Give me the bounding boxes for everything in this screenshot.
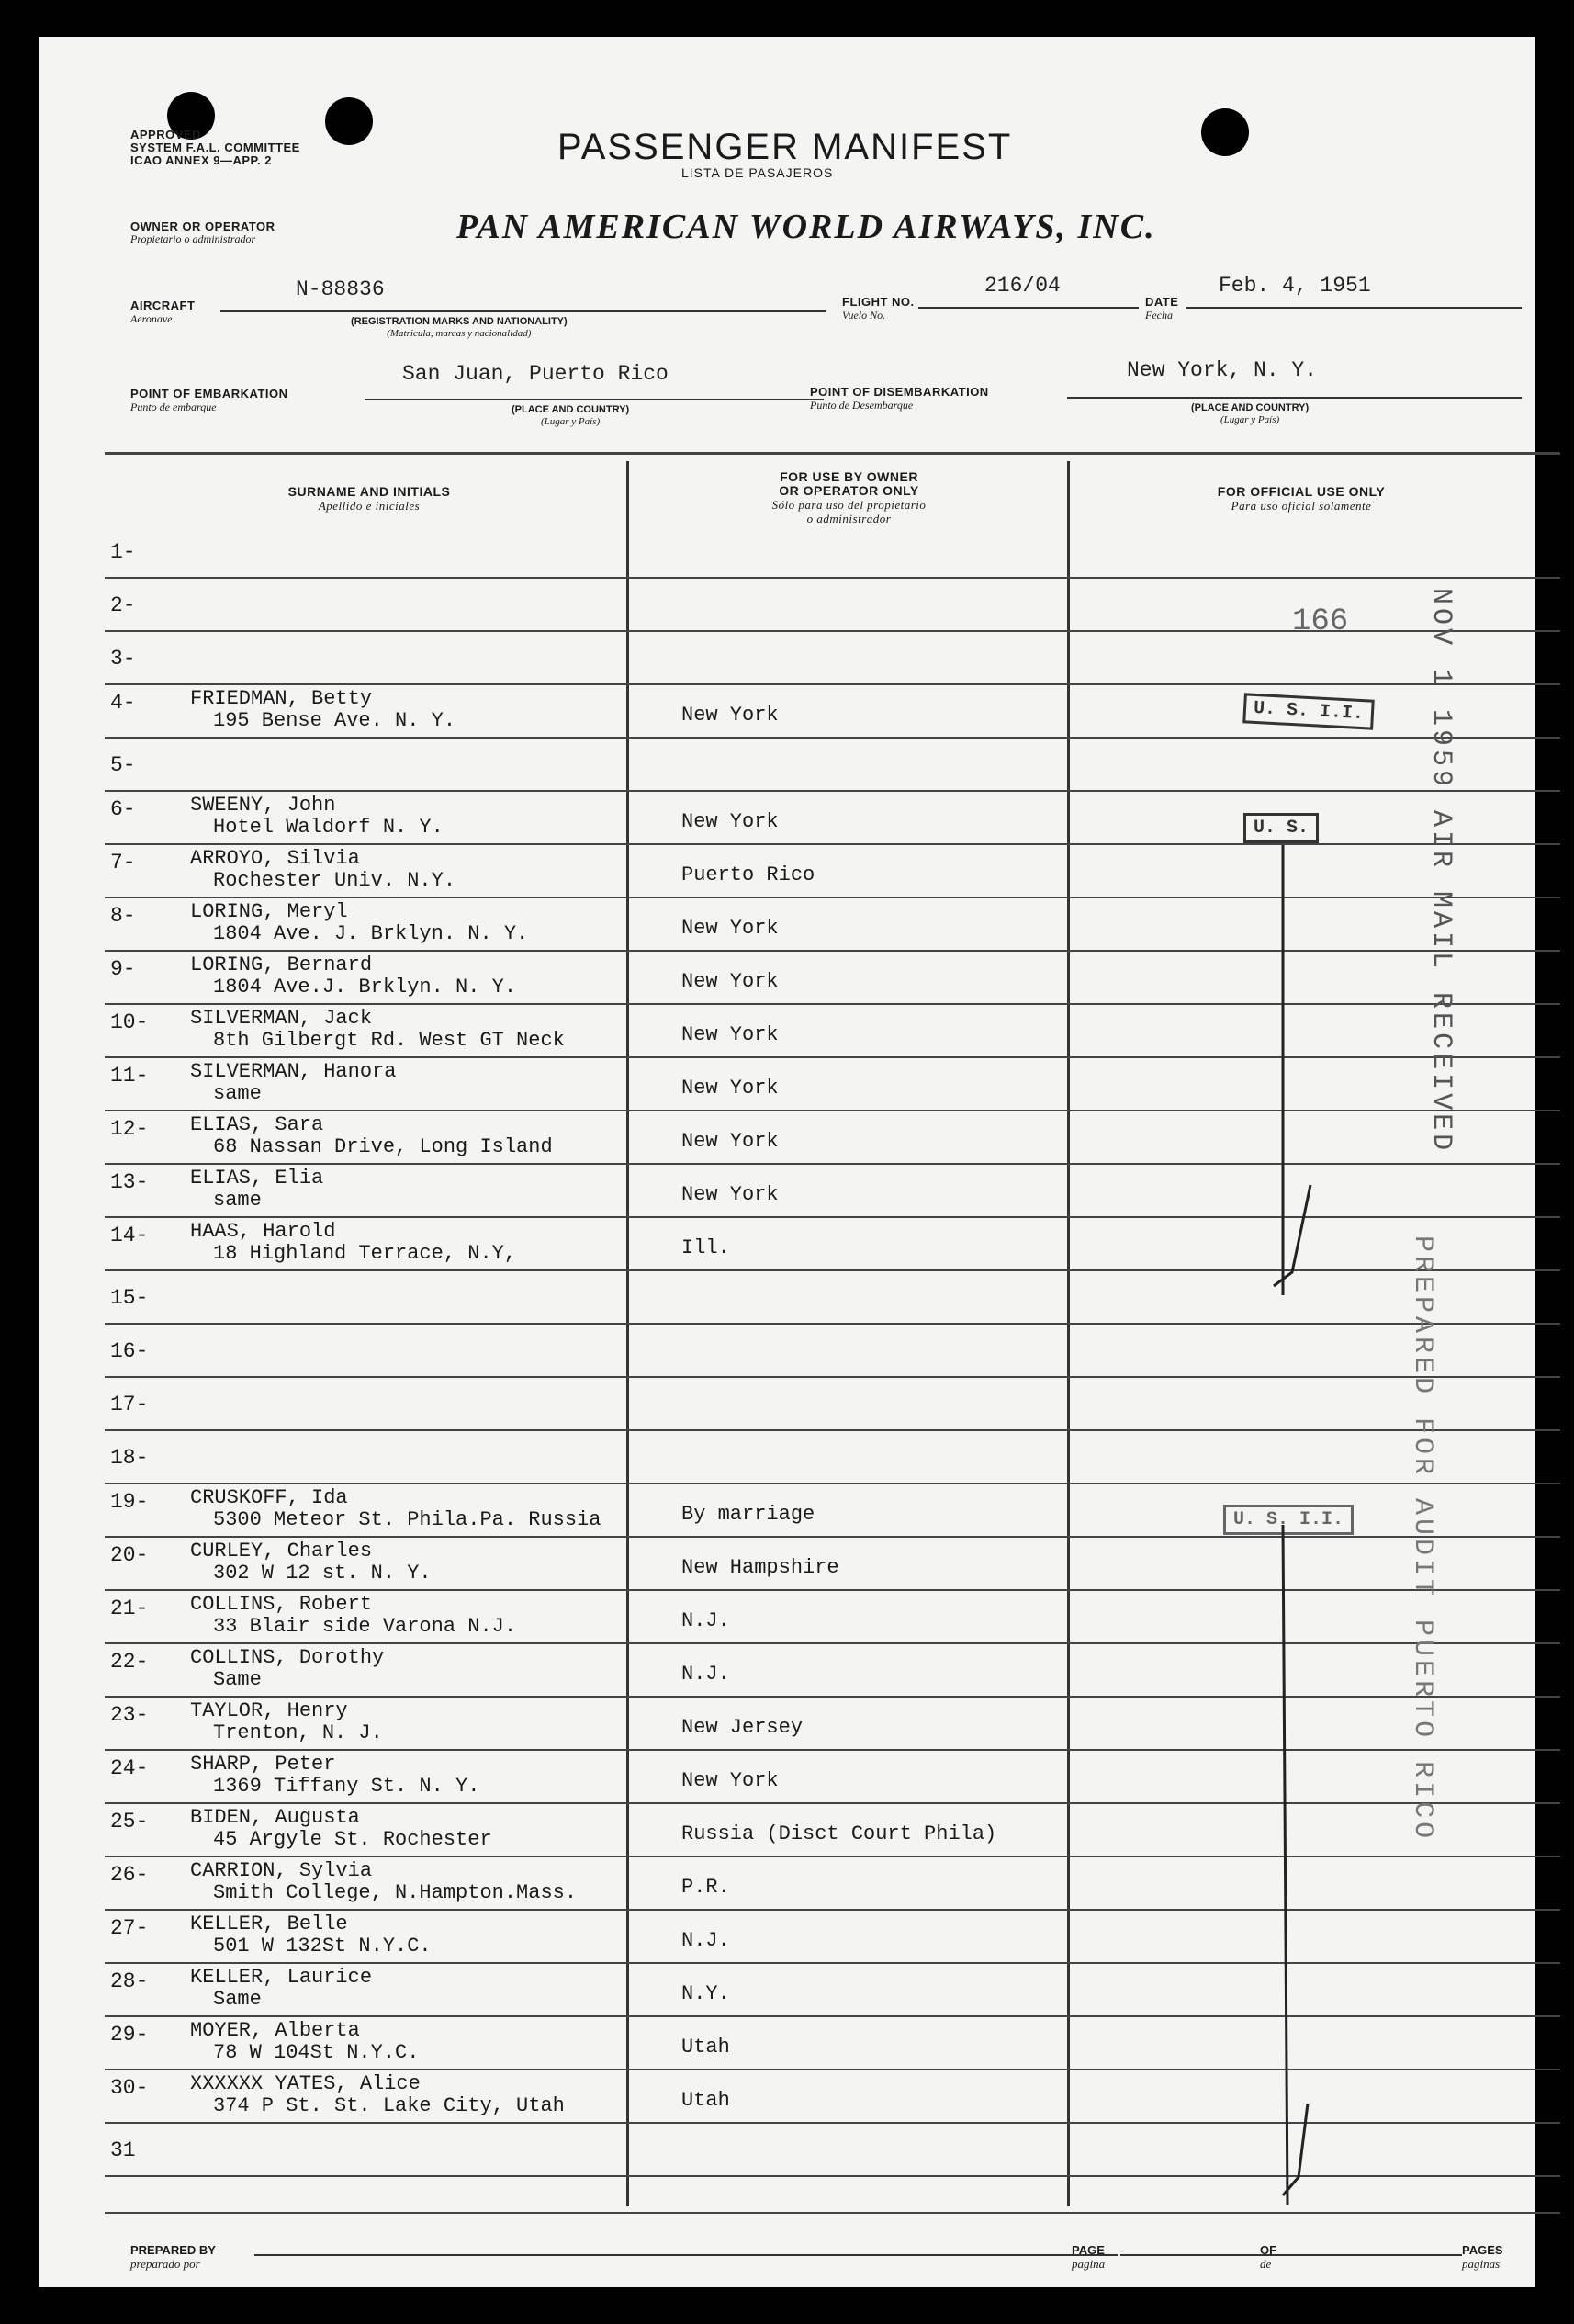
passenger-name: KELLER, Belle	[190, 1912, 348, 1935]
table-bottom-border	[105, 2212, 1560, 2214]
us-stamp-1: U. S. I.I.	[1242, 693, 1375, 729]
page-subtitle: LISTA DE PASAJEROS	[681, 165, 834, 180]
row-number: 20-	[110, 1543, 149, 1567]
owner-use-entry: N.J.	[681, 1609, 730, 1632]
page-label: PAGE pagina	[1072, 2243, 1106, 2271]
owner-use-entry: New York	[681, 1769, 779, 1792]
table-row	[39, 2122, 1535, 2175]
row-number: 21-	[110, 1596, 149, 1620]
embark-value: San Juan, Puerto Rico	[402, 362, 669, 386]
owner-use-entry: New York	[681, 1183, 779, 1206]
row-number: 17-	[110, 1393, 149, 1416]
owner-use-entry: New York	[681, 1023, 779, 1046]
table-row	[39, 1110, 1535, 1163]
flight-label: FLIGHT NO.	[842, 295, 915, 309]
passenger-address: Rochester Univ. N.Y.	[213, 869, 456, 892]
passenger-name: SILVERMAN, Hanora	[190, 1060, 397, 1083]
flight-underline	[918, 307, 1139, 309]
owner-use-entry: New York	[681, 1130, 779, 1153]
passenger-address: 1804 Ave. J. Brklyn. N. Y.	[213, 922, 529, 945]
passenger-address: Same	[213, 1668, 262, 1691]
table-row	[39, 1642, 1535, 1696]
row-number: 2-	[110, 593, 136, 617]
owner-use-entry: N.J.	[681, 1929, 730, 1952]
disembark-label: POINT OF DISEMBARKATION	[810, 385, 989, 399]
row-number: 19-	[110, 1490, 149, 1514]
table-row	[39, 950, 1535, 1003]
passenger-name: TAYLOR, Henry	[190, 1699, 348, 1722]
annex-label: ICAO ANNEX 9—APP. 2	[130, 153, 272, 167]
disembark-caption: (PLACE AND COUNTRY) (Lugar y País)	[1191, 402, 1310, 425]
passenger-address: 33 Blair side Varona N.J.	[213, 1615, 517, 1638]
aircraft-underline	[220, 310, 826, 312]
row-number: 11-	[110, 1064, 149, 1088]
disembark-label-es: Punto de Desembarque	[810, 399, 914, 412]
embark-label-es: Punto de embarque	[130, 400, 217, 413]
passenger-address: 68 Nassan Drive, Long Island	[213, 1135, 553, 1158]
column-header-surname: SURNAME AND INITIALS Apellido e iniciales	[287, 484, 451, 513]
owner-use-entry: New York	[681, 704, 779, 727]
row-number: 26-	[110, 1863, 149, 1887]
table-row	[39, 1216, 1535, 1269]
row-number: 1-	[110, 540, 136, 564]
passenger-address: 302 W 12 st. N. Y.	[213, 1562, 432, 1585]
passenger-name: ARROYO, Silvia	[190, 847, 360, 870]
committee-label: SYSTEM F.A.L. COMMITTEE	[130, 141, 300, 154]
table-row	[39, 2069, 1535, 2122]
owner-use-entry: New Jersey	[681, 1716, 804, 1739]
owner-label: OWNER OR OPERATOR	[130, 220, 275, 233]
flight-label-es: Vuelo No.	[842, 309, 886, 322]
passenger-address: Same	[213, 1988, 262, 2011]
row-number: 23-	[110, 1703, 149, 1727]
owner-use-entry: Russia (Disct Court Phila)	[681, 1822, 997, 1845]
passenger-address: 501 W 132St N.Y.C.	[213, 1935, 432, 1957]
disembark-underline	[1067, 397, 1522, 399]
table-row	[39, 1163, 1535, 1216]
owner-use-entry: Utah	[681, 2089, 730, 2112]
table-row	[39, 737, 1535, 790]
passenger-address: same	[213, 1082, 262, 1105]
page-title: PASSENGER MANIFEST	[557, 127, 1013, 167]
passenger-address: 8th Gilbergt Rd. West GT Neck	[213, 1029, 565, 1052]
punch-hole-mid	[325, 97, 373, 145]
date-value: Feb. 4, 1951	[1219, 274, 1371, 298]
owner-use-entry: New York	[681, 970, 779, 993]
passenger-address: Smith College, N.Hampton.Mass.	[213, 1881, 578, 1904]
row-number: 30-	[110, 2076, 149, 2100]
passenger-address: 5300 Meteor St. Phila.Pa. Russia	[213, 1508, 601, 1531]
row-number: 31	[110, 2138, 136, 2162]
row-number: 27-	[110, 1916, 149, 1940]
owner-use-entry: Puerto Rico	[681, 863, 815, 886]
passenger-name: KELLER, Laurice	[190, 1966, 373, 1989]
vertical-stamp-bottom: PREPARED FOR AUDIT PUERTO RICO	[1407, 1235, 1438, 1843]
row-number: 8-	[110, 904, 136, 928]
column-header-owner: FOR USE BY OWNER OR OPERATOR ONLY Sólo para uso del propietario o administrador	[771, 469, 927, 525]
owner-use-entry: New Hampshire	[681, 1556, 839, 1579]
table-row	[39, 524, 1535, 577]
date-label-es: Fecha	[1145, 309, 1173, 322]
row-number: 16-	[110, 1339, 149, 1363]
row-number: 4-	[110, 691, 136, 715]
disembark-value: New York, N. Y.	[1127, 358, 1318, 382]
manifest-page	[39, 37, 1535, 2287]
passenger-name: LORING, Bernard	[190, 953, 373, 976]
prepared-by-underline	[254, 2254, 1118, 2256]
owner-use-entry: N.J.	[681, 1663, 730, 1686]
passenger-address: same	[213, 1189, 262, 1212]
table-row	[39, 1856, 1535, 1909]
vertical-stamp-top: NOV 1 1959 AIR MAIL RECEIVED	[1425, 588, 1456, 1155]
row-number: 9-	[110, 957, 136, 981]
passenger-address: 374 P St. St. Lake City, Utah	[213, 2094, 565, 2117]
table-row	[39, 897, 1535, 950]
official-number-stamp: 166	[1292, 604, 1349, 639]
table-row	[39, 1269, 1535, 1323]
table-row	[39, 843, 1535, 897]
owner-use-entry: New York	[681, 917, 779, 940]
row-number: 12-	[110, 1117, 149, 1141]
table-row	[39, 1589, 1535, 1642]
passenger-address: 18 Highland Terrace, N.Y,	[213, 1242, 517, 1265]
row-number: 22-	[110, 1650, 149, 1674]
embark-label: POINT OF EMBARKATION	[130, 387, 288, 400]
row-number: 5-	[110, 753, 136, 777]
passenger-name: LORING, Meryl	[190, 900, 348, 923]
row-number: 25-	[110, 1810, 149, 1833]
passenger-name: COLLINS, Dorothy	[190, 1646, 385, 1669]
passenger-name: SWEENY, John	[190, 794, 336, 817]
row-rule	[105, 2175, 1560, 2177]
owner-use-entry: New York	[681, 810, 779, 833]
table-row	[39, 1909, 1535, 1962]
table-row	[39, 1376, 1535, 1429]
embark-caption: (PLACE AND COUNTRY) (Lugar y País)	[512, 404, 630, 427]
passenger-address: 1804 Ave.J. Brklyn. N. Y.	[213, 976, 517, 998]
passenger-name: ELIAS, Sara	[190, 1113, 324, 1136]
passenger-name: ELIAS, Elia	[190, 1167, 324, 1190]
passenger-name: MOYER, Alberta	[190, 2019, 360, 2042]
approved-label: APPROVED	[130, 128, 201, 141]
owner-use-entry: New York	[681, 1077, 779, 1100]
prepared-by-label: PREPARED BY preparado por	[130, 2243, 216, 2271]
passenger-address: 195 Bense Ave. N. Y.	[213, 709, 456, 732]
aircraft-caption: (REGISTRATION MARKS AND NATIONALITY) (Matricula, marcas y nacionalidad)	[351, 316, 568, 339]
passenger-address: 78 W 104St N.Y.C.	[213, 2041, 420, 2064]
row-number: 6-	[110, 797, 136, 821]
owner-label-es: Propietario o administrador	[130, 232, 256, 245]
us-stamp-2: U. S.	[1243, 813, 1319, 843]
owner-use-entry: Ill.	[681, 1236, 730, 1259]
table-row	[39, 1429, 1535, 1483]
passenger-name: CARRION, Sylvia	[190, 1859, 373, 1882]
row-number: 13-	[110, 1170, 149, 1194]
row-number: 14-	[110, 1224, 149, 1247]
passenger-name: SILVERMAN, Jack	[190, 1007, 373, 1030]
passenger-name: FRIEDMAN, Betty	[190, 687, 373, 710]
row-number: 28-	[110, 1969, 149, 1993]
owner-value: PAN AMERICAN WORLD AIRWAYS, INC.	[456, 208, 1156, 246]
table-row	[39, 1802, 1535, 1856]
passenger-name: CURLEY, Charles	[190, 1540, 373, 1562]
table-top-border	[105, 452, 1560, 455]
pages-label: PAGES paginas	[1462, 2243, 1503, 2271]
passenger-name: XXXXXX YATES, Alice	[190, 2072, 421, 2095]
passenger-name: BIDEN, Augusta	[190, 1806, 360, 1829]
owner-use-entry: N.Y.	[681, 1982, 730, 2005]
embark-underline	[365, 399, 824, 400]
passenger-address: 1369 Tiffany St. N. Y.	[213, 1775, 480, 1798]
passenger-address: Hotel Waldorf N. Y.	[213, 816, 444, 839]
table-row	[39, 1056, 1535, 1110]
passenger-address: Trenton, N. J.	[213, 1721, 383, 1744]
table-row	[39, 2015, 1535, 2069]
aircraft-label: AIRCRAFT	[130, 299, 196, 312]
table-row	[39, 1749, 1535, 1802]
passenger-name: COLLINS, Robert	[190, 1593, 373, 1616]
date-label: DATE	[1145, 295, 1179, 309]
aircraft-value: N-88836	[296, 277, 385, 301]
passenger-address: 45 Argyle St. Rochester	[213, 1828, 492, 1851]
aircraft-label-es: Aeronave	[130, 312, 173, 325]
row-number: 24-	[110, 1756, 149, 1780]
column-header-official: FOR OFFICIAL USE ONLY Para uso oficial solamente	[1217, 484, 1386, 513]
row-number: 15-	[110, 1286, 149, 1310]
passenger-name: HAAS, Harold	[190, 1220, 336, 1243]
us-stamp-3: U. S. I.I.	[1223, 1505, 1354, 1535]
owner-use-entry: P.R.	[681, 1876, 730, 1899]
passenger-name: CRUSKOFF, Ida	[190, 1486, 348, 1509]
date-underline	[1186, 307, 1522, 309]
row-number: 3-	[110, 647, 136, 671]
table-row	[39, 1323, 1535, 1376]
table-row	[39, 1696, 1535, 1749]
row-number: 29-	[110, 2023, 149, 2047]
of-label: OF de	[1260, 2243, 1277, 2271]
row-number: 7-	[110, 851, 136, 874]
table-row	[39, 1003, 1535, 1056]
table-row	[39, 1962, 1535, 2015]
row-number: 10-	[110, 1010, 149, 1034]
table-row	[39, 1536, 1535, 1589]
row-number: 18-	[110, 1446, 149, 1470]
passenger-name: SHARP, Peter	[190, 1753, 336, 1776]
flight-value: 216/04	[984, 274, 1061, 298]
owner-use-entry: Utah	[681, 2036, 730, 2059]
punch-hole-right	[1201, 108, 1249, 156]
of-underline	[1297, 2254, 1462, 2256]
owner-use-entry: By marriage	[681, 1503, 815, 1526]
